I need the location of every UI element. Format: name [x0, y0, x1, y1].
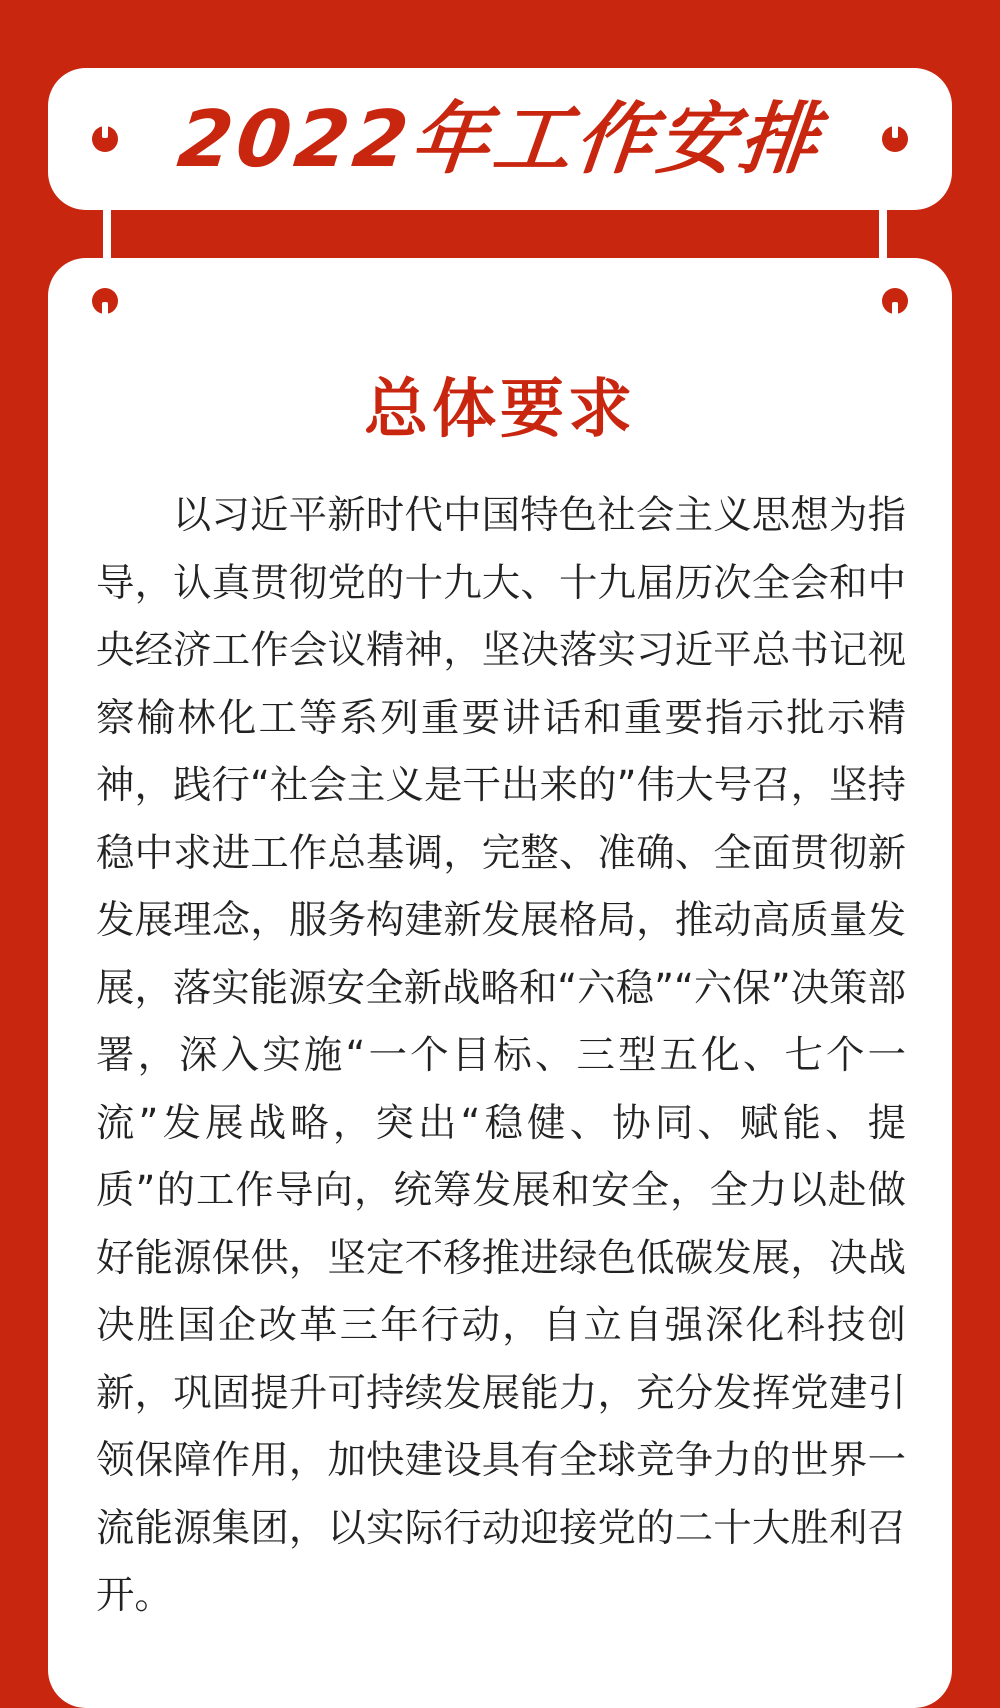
- content-left-dot-icon: [92, 288, 118, 314]
- left-connector: [103, 206, 111, 262]
- right-connector: [879, 206, 887, 262]
- section-title: 总体要求: [364, 373, 636, 447]
- content-right-dot-icon: [882, 288, 908, 314]
- header-right-dot-icon: [882, 126, 908, 152]
- page-title: 2022年工作安排: [173, 95, 827, 185]
- header-card: [48, 68, 952, 210]
- section-body-text: 以习近平新时代中国特色社会主义思想为指导，认真贯彻党的十九大、十九届历次全会和中央经济工作会议精神，坚决落实习近平总书记视察榆林化工等系列重要讲话和重要指示批示精神，践行“社会主义是干出来的”伟大号召，坚持稳中求进工作总基调，完整、准确、全面贯彻新发展理念，服务构建新发展格局，推动高质量发展，落实能源安全新战略和“六稳”“六保”决策部署，深入实施“一个目标、三型五化、七个一流”发展战略，突出“稳健、协同、赋能、提质”的工作导向，统筹发展和安全，全力以赴做好能源保供，坚定不移推进绿色低碳发展，决战决胜国企改革三年行动，自立自强深化科技创新，巩固提升可持续发展能力，充分发挥党建引领保障作用，加快建设具有全球竞争力的世界一流能源集团，以实际行动迎接党的二十大胜利召开。: [96, 493, 906, 1618]
- content-card: [48, 258, 952, 1708]
